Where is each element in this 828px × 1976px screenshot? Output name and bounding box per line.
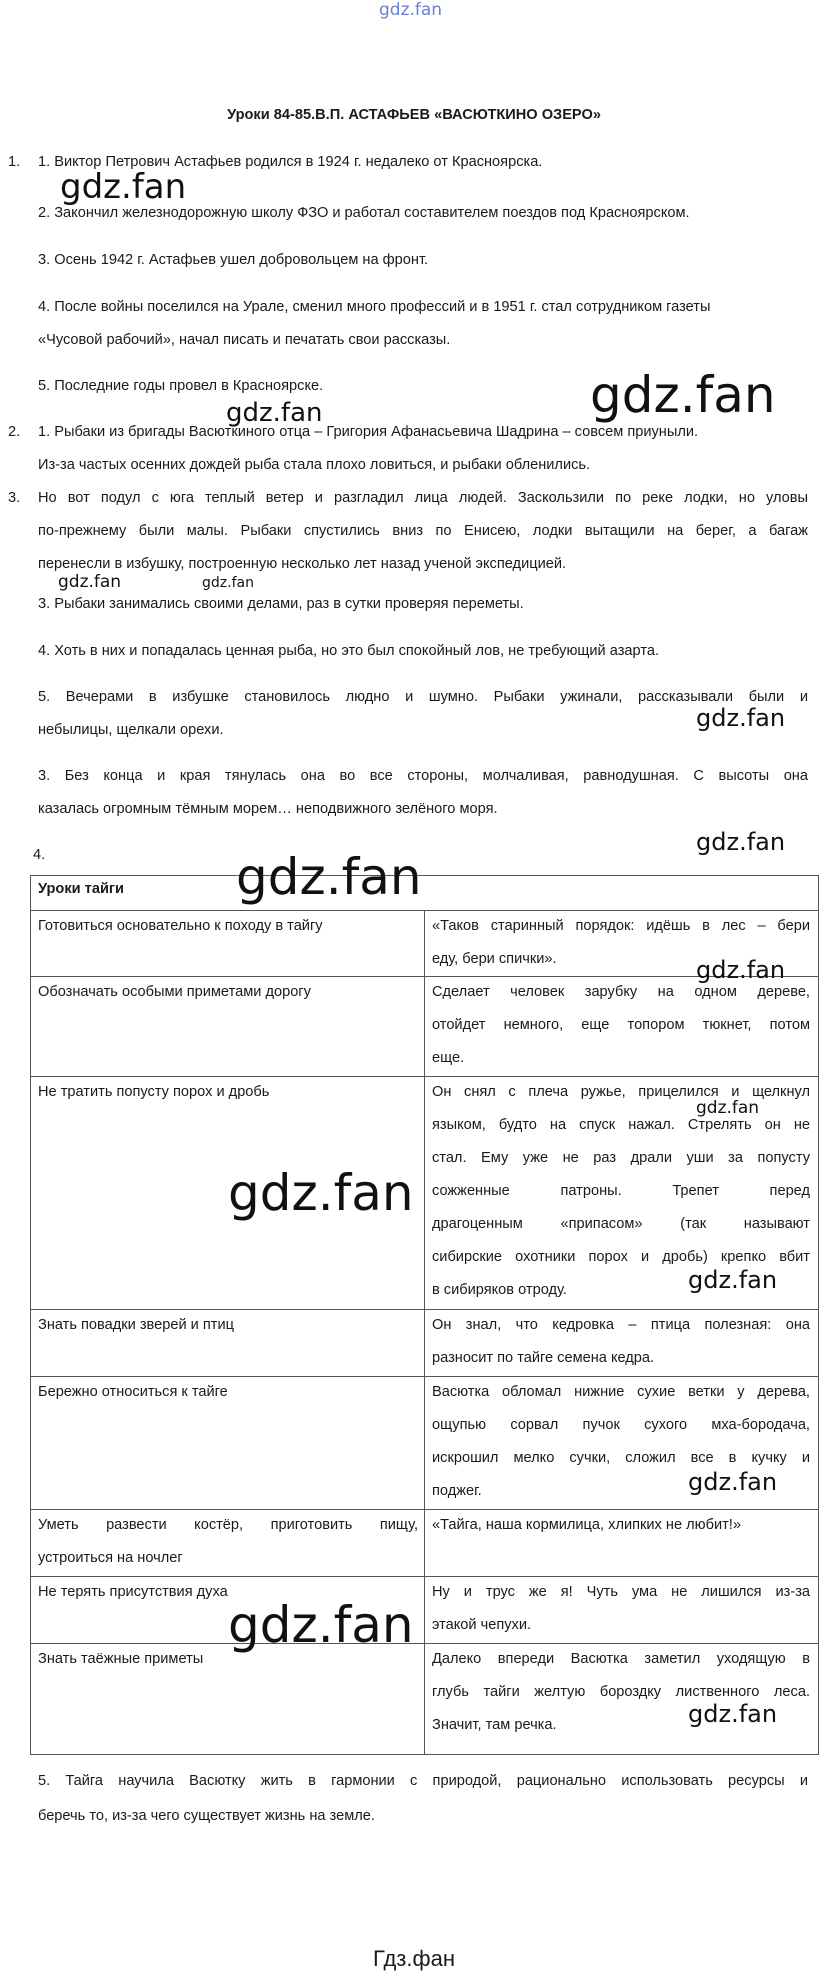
watermark: gdz.fan: [696, 828, 786, 856]
watermark: gdz.fan: [236, 848, 422, 906]
task-1-item-4: 4. После войны поселился на Урале, сменил много профессий и в 1951 г. стал сотрудником газеты: [38, 299, 711, 315]
table-row-5-lesson: Бережно относиться к тайге: [38, 1384, 228, 1400]
table-row-2-quote: Сделает человек зарубку на одном дереве, отойдет немного, еще топором тюкнет, потом еще.: [432, 984, 810, 1066]
task-1-item-2: 2. Закончил железнодорожную школу ФЗО и работал составителем поездов под Красноярском.: [38, 205, 690, 221]
footer-site-name: Гдз.фан: [373, 1946, 455, 1971]
task-1-item-3: 3. Осень 1942 г. Астафьев ушел добровольцем на фронт.: [38, 252, 429, 268]
task-5-line-2: беречь то, из-за чего существует жизнь на земле.: [38, 1808, 375, 1824]
task-3-line-3: перенесли в избушку, построенную несколько лет назад ученой экспедицией.: [38, 556, 567, 572]
page-title: Уроки 84-85.В.П. АСТАФЬЕВ «ВАСЮТКИНО ОЗЕРО»: [227, 107, 601, 123]
watermark: gdz.fan: [696, 1098, 760, 1118]
task-3-item-5-line-1: 5. Вечерами в избушке становилось людно и шумно. Рыбаки ужинали, рассказывали были и: [38, 689, 808, 705]
table-row-3-quote: Он снял с плеча ружье, прицелился и щелкнул языком, будто на спуск нажал. Стрелять он не стал. Ему уже не раз драли уши за попусту сожженные патроны. Трепет перед драгоценным «припасом» (так называют сибирские охотники порох и дробь) крепко вбит в сибиряков отроду.: [432, 1084, 810, 1298]
table-row-8-quote: Далеко впереди Васютка заметил уходящую в глубь тайги желтую бороздку лиственного леса. Значит, там речка.: [432, 1651, 810, 1733]
table-column-divider: [424, 910, 425, 1755]
task-1-number: 1.: [8, 154, 21, 170]
task-3-item-5-line-2: небылицы, щелкали орехи.: [38, 722, 224, 738]
task-3-item-3: 3. Рыбаки занимались своими делами, раз в сутки проверяя переметы.: [38, 596, 524, 612]
table-row-4-quote: Он знал, что кедровка – птица полезная: она разносит по тайге семена кедра.: [432, 1317, 810, 1366]
watermark: gdz.fan: [202, 575, 254, 591]
watermark: gdz.fan: [60, 167, 187, 207]
table-row-6-lesson: Уметь развести костёр, приготовить пищу, устроиться на ночлег: [38, 1517, 418, 1566]
table-row-6-quote: «Тайга, наша кормилица, хлипких не любит!»: [432, 1517, 741, 1533]
watermark: gdz.fan: [226, 398, 323, 428]
task-3-item-3b-line-2: казалась огромным тёмным морем… неподвижного зелёного моря.: [38, 801, 498, 817]
watermark: gdz.fan: [688, 1468, 778, 1496]
watermark: gdz.fan: [688, 1266, 778, 1294]
task-1-item-4-cont: «Чусовой рабочий», начал писать и печатать свои рассказы.: [38, 332, 451, 348]
table-row-2-lesson: Обозначать особыми приметами дорогу: [38, 984, 311, 1000]
watermark: gdz.fan: [228, 1596, 414, 1654]
task-3-line-1: Но вот подул с юга теплый ветер и разгладил лица людей. Заскользили по реке лодки, но уловы: [38, 490, 808, 506]
table-row-1-quote: «Таков старинный порядок: идёшь в лес – бери еду, бери спички».: [432, 918, 810, 967]
watermark: gdz.fan: [696, 956, 786, 984]
task-2-line-2: Из-за частых осенних дождей рыба стала плохо ловиться, и рыбаки обленились.: [38, 457, 591, 473]
table-row-1-lesson: Готовиться основательно к походу в тайгу: [38, 918, 323, 934]
table-row-3-lesson: Не тратить попусту порох и дробь: [38, 1084, 270, 1100]
task-3-item-4: 4. Хоть в них и попадалась ценная рыба, но это был спокойный лов, не требующий азарта.: [38, 643, 660, 659]
task-4-number: 4.: [33, 847, 46, 863]
watermark: gdz.fan: [590, 366, 776, 424]
table-row-4-lesson: Знать повадки зверей и птиц: [38, 1317, 234, 1333]
task-1-item-1: 1. Виктор Петрович Астафьев родился в 1924 г. недалеко от Красноярска.: [38, 154, 543, 170]
table-row-7-lesson: Не терять присутствия духа: [38, 1584, 228, 1600]
task-3-item-3b-line-1: 3. Без конца и края тянулась она во все стороны, молчаливая, равнодушная. С высоты она: [38, 768, 808, 784]
task-3-line-2: по-прежнему были малы. Рыбаки спустились вниз по Енисею, лодки вытащили на берег, а багаж: [38, 523, 808, 539]
watermark-top: gdz.fan: [379, 0, 443, 20]
watermark: gdz.fan: [696, 704, 786, 732]
task-3-number: 3.: [8, 490, 21, 506]
watermark: gdz.fan: [688, 1700, 778, 1728]
table-header: Уроки тайги: [38, 881, 124, 897]
table-row-7-quote: Ну и трус же я! Чуть ума не лишился из-за этакой чепухи.: [432, 1584, 810, 1633]
task-2-number: 2.: [8, 424, 21, 440]
watermark: gdz.fan: [58, 572, 122, 592]
watermark: gdz.fan: [228, 1164, 414, 1222]
task-2-line-1: 1. Рыбаки из бригады Васюткиного отца – Григория Афанасьевича Шадрина – совсем приуныли.: [38, 424, 699, 440]
table-row-8-lesson: Знать таёжные приметы: [38, 1651, 204, 1667]
task-1-item-5: 5. Последние годы провел в Красноярске.: [38, 378, 324, 394]
task-5-line-1: 5. Тайга научила Васютку жить в гармонии с природой, рационально использовать ресурсы и: [38, 1773, 808, 1789]
table-row-5-quote: Васютка обломал нижние сухие ветки у дерева, ощупью сорвал пучок сухого мха-бородача, искрошил мелко сучки, сложил все в кучку и поджег.: [432, 1384, 810, 1499]
